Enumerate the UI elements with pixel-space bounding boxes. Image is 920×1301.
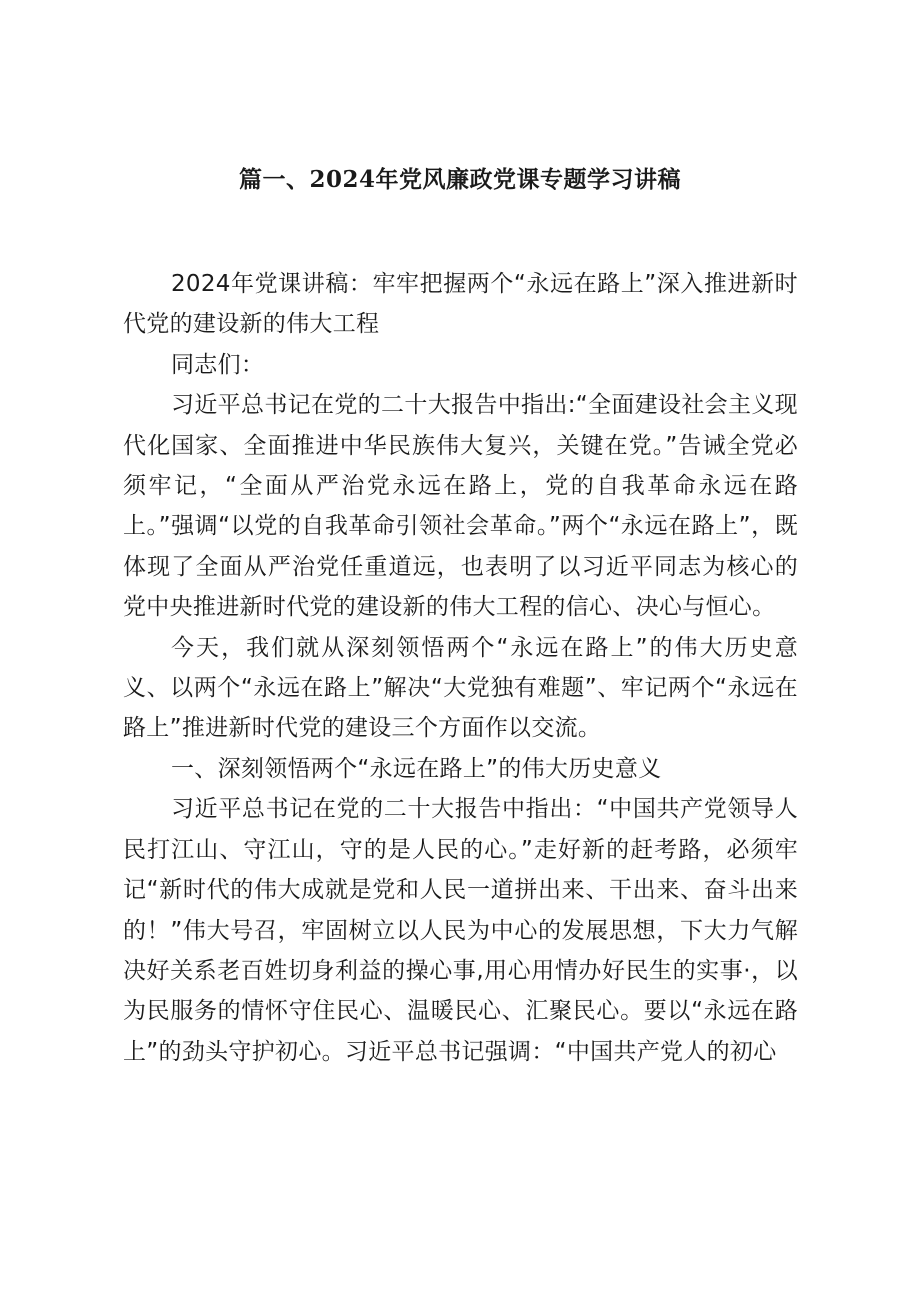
paragraph-body: 今天，我们就从深刻领悟两个“永远在路上”的伟大历史意义、以两个“永远在路上”解决“大党独有难题”、牢记两个“永远在路上”推进新时代党的建设三个方面作以交流。 (123, 634, 798, 742)
paragraph-salutation: 同志们： (171, 351, 265, 378)
document-title: 篇一、2024年党风廉政党课专题学习讲稿 (238, 166, 681, 193)
paragraph-subtitle: 2024年党课讲稿：牢牢把握两个“永远在路上”深入推进新时代党的建设新的伟大工程 (123, 271, 798, 338)
paragraph-body: 习近平总书记在党的二十大报告中指出:“全面建设社会主义现代化国家、全面推进中华民族伟大复兴，关键在党。”告诫全党必须牢记，“全面从严治党永远在路上，党的自我革命永远在路上。”强调“以党的自我革命引领社会革命。”两个“永远在路上”，既体现了全面从严治党任重道远，也表明了以习近平同志为核心的党中央推进新时代党的建设新的伟大工程的信心、决心与恒心。 (123, 392, 798, 621)
document-body (123, 264, 798, 1072)
paragraph-body: 习近平总书记在党的二十大报告中指出：“中国共产党领导人民打江山、守江山，守的是人民的心。”走好新的赶考路，必须牢记“新时代的伟大成就是党和人民一道拼出来、干出来、奋斗出来的！”伟大号召，牢固树立以人民为中心的发展思想，下大力气解决好关系老百姓切身利益的操心事,用心用情办好民生的实事·，以为民服务的情怀守住民心、温暖民心、汇聚民心。要以“永远在路上”的劲头守护初心。习近平总书记强调：“中国共产党人的初心 (123, 796, 798, 1065)
section-heading: 一、深刻领悟两个“永远在路上”的伟大历史意义 (171, 755, 662, 782)
